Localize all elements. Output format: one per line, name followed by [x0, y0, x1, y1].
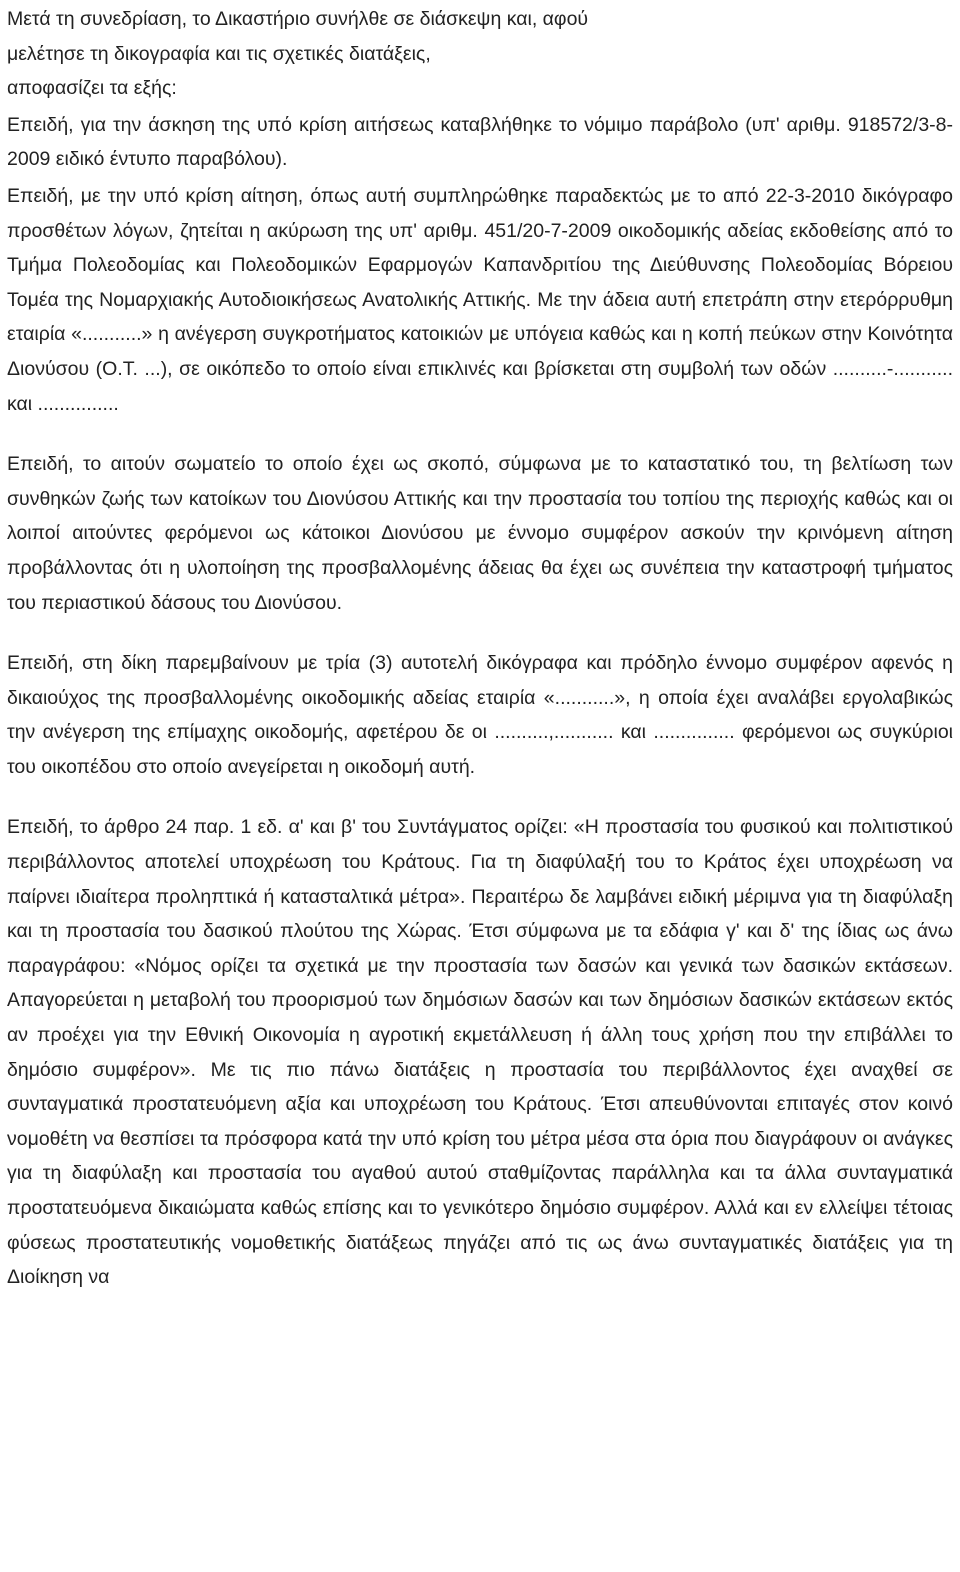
- paragraph-fee: Επειδή, για την άσκηση της υπό κρίση αιτήσεως καταβλήθηκε το νόμιμο παράβολο (υπ' αριθμ. 918572/3-8-2009 ειδικό έντυπο παραβόλου).: [7, 113, 953, 171]
- intro-line: Μετά τη συνεδρίαση, το Δικαστήριο συνήλθε σε διάσκεψη και, αφού: [7, 8, 589, 30]
- paragraph-constitution-article-24: Επειδή, το άρθρο 24 παρ. 1 εδ. α' και β' του Συντάγματος ορίζει: «Η προστασία του φυσικού και πολιτιστικού περιβάλλοντος αποτελεί υποχρέωση του Κράτους. Για τη διαφύλαξή του το Κράτος έχει υποχρέωση να παίρνει ιδιαίτερα προληπτικά ή κατασταλτικά μέτρα». Περαιτέρω δε λαμβάνει ειδική μέριμνα για τη διαφύλαξη και τη προστασία του δασικού πλούτου της Χώρας. Έτσι σύμφωνα με τα εδάφια γ' και δ' της ίδιας ως άνω παραγράφου: «Νόμος ορίζει τα σχετικά με την προστασία των δασών και γενικά των δασικών εκτάσεων. Απαγορεύεται η μεταβολή του προορισμού των δημόσιων δασών και των δημόσιων δασικών εκτάσεων εκτός αν προέχει για την Εθνική Οικονομία η αγροτική εκμετάλλευση ή άλλη τους χρήση που την επιβάλλει το δημόσιο συμφέρον». Με τις πιο πάνω διατάξεις η προστασία του περιβάλλοντος έχει αναχθεί σε συνταγματικά προστατευόμενη αξία και υποχρέωση του Κράτους. Έτσι απευθύνονται επιταγές στον κοινό νομοθέτη να θεσπίσει τα πρόσφορα κατά την υπό κρίση του μέτρα μέσα στα όρια που διαγράφουν οι ανάγκες για τη διαφύλαξη και προστασία του αγαθού αυτού σταθμίζοντας παράλληλα και τα άλλα συνταγματικά προστατευόμενα δικαιώματα καθώς επίσης και το γενικότερο δημόσιο συμφέρον. Αλλά και εν ελλείψει τέτοιας φύσεως προστατευτικής νομοθετικής διατάξεως πηγάζει από τις ως άνω συνταγματικές διατάξεις για τη Διοίκηση να: [7, 816, 953, 1289]
- paragraph-interveners: Επειδή, στη δίκη παρεμβαίνουν με τρία (3) αυτοτελή δικόγραφα και πρόδηλο έννομο συμφέρον αφενός η δικαιούχος της προσβαλλομένης οικοδομικής αδείας εταιρία «...........», η οποία έχει αναλάβει εργολαβικώς την ανέγερση της επίμαχης οικοδομής, αφετέρου δε οι ..........,........... και ............... φερόμενοι ως συγκύριοι του οικοπέδου στο οποίο ανεγείρεται η οικοδομή αυτή.: [7, 652, 953, 778]
- paragraph-petition: Επειδή, με την υπό κρίση αίτηση, όπως αυτή συμπληρώθηκε παραδεκτώς με το από 22-3-2010 δικόγραφο προσθέτων λόγων, ζητείται η ακύρωση της υπ' αριθμ. 451/20-7-2009 οικοδομικής αδείας εκδοθείσης από το Τμήμα Πολεοδομίας και Πολεοδομικών Εφαρμογών Καπανδριτίου της Διεύθυνσης Πολεοδομίας Βόρειου Τομέα της Νομαρχιακής Αυτοδιοικήσεως Ανατολικής Αττικής. Με την άδεια αυτή επετράπη στην ετερόρρυθμη εταιρία «...........» η ανέγερση συγκροτήματος κατοικιών με υπόγεια καθώς και η κοπή πεύκων στην Κοινότητα Διονύσου (Ο.Τ. ...), σε οικόπεδο το οποίο είναι επικλινές και βρίσκεται στη συμβολή των οδών ..........-........... και ...............: [7, 184, 953, 415]
- intro-line: μελέτησε τη δικογραφία και τις σχετικές διατάξεις,: [7, 42, 431, 65]
- intro-line: αποφασίζει τα εξής:: [7, 77, 177, 100]
- paragraph-applicants: Επειδή, το αιτούν σωματείο το οποίο έχει ως σκοπό, σύμφωνα με το καταστατικό του, τη βελτίωση των συνθηκών ζωής των κατοίκων του Διονύσου Αττικής και την προστασία του τοπίου της περιοχής καθώς και οι λοιποί αιτούντες φερόμενοι ως κάτοικοι Διονύσου με έννομο συμφέρον ασκούν την κρινόμενη αίτηση προβάλλοντας ότι η υλοποίηση της προσβαλλομένης άδειας θα έχει ως συνέπεια την καταστροφή τμήματος του περιαστικού δάσους του Διονύσου.: [7, 453, 953, 614]
